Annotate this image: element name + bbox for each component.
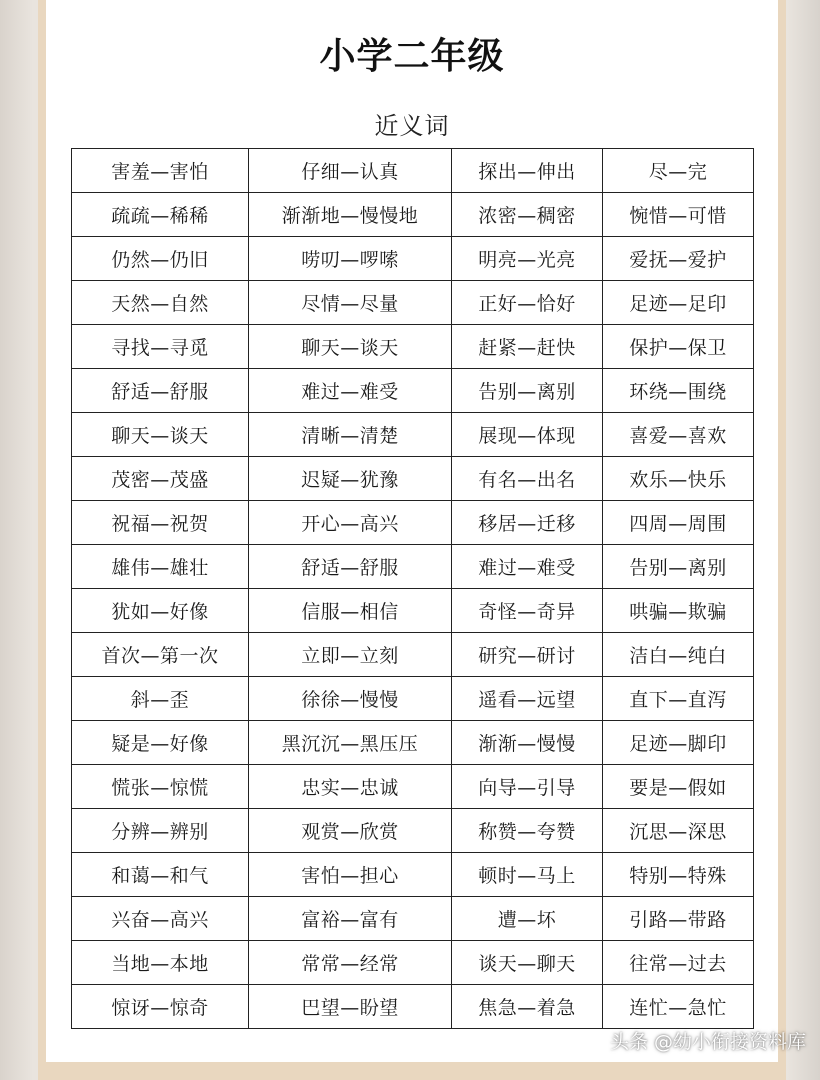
synonym-pair-cell: 要是—假如 bbox=[603, 765, 754, 809]
synonym-pair-cell: 观赏—欣赏 bbox=[249, 809, 452, 853]
synonym-pair-cell: 遭—坏 bbox=[452, 897, 603, 941]
table-row bbox=[72, 149, 754, 193]
table-row bbox=[72, 545, 754, 589]
synonym-pair-cell: 环绕—围绕 bbox=[603, 369, 754, 413]
synonym-pair-cell: 清晰—清楚 bbox=[249, 413, 452, 457]
synonym-pair-cell: 和蔼—和气 bbox=[72, 853, 249, 897]
synonym-pair-cell: 明亮—光亮 bbox=[452, 237, 603, 281]
synonym-pair-cell: 足迹—脚印 bbox=[603, 721, 754, 765]
synonym-pair-cell: 连忙—急忙 bbox=[603, 985, 754, 1029]
synonym-pair-cell: 引路—带路 bbox=[603, 897, 754, 941]
table-row bbox=[72, 941, 754, 985]
synonym-pair-cell: 探出—伸出 bbox=[452, 149, 603, 193]
synonym-pair-cell: 开心—高兴 bbox=[249, 501, 452, 545]
table-row bbox=[72, 985, 754, 1029]
synonym-pair-cell: 惋惜—可惜 bbox=[603, 193, 754, 237]
synonym-pair-cell: 徐徐—慢慢 bbox=[249, 677, 452, 721]
synonym-pair-cell: 难过—难受 bbox=[249, 369, 452, 413]
table-row bbox=[72, 853, 754, 897]
synonym-pair-cell: 巴望—盼望 bbox=[249, 985, 452, 1029]
synonym-pair-cell: 当地—本地 bbox=[72, 941, 249, 985]
synonym-pair-cell: 聊天—谈天 bbox=[72, 413, 249, 457]
synonym-pair-cell: 喜爱—喜欢 bbox=[603, 413, 754, 457]
synonym-pair-cell: 哄骗—欺骗 bbox=[603, 589, 754, 633]
page-subtitle: 近义词 bbox=[374, 112, 450, 140]
synonym-pair-cell: 尽—完 bbox=[603, 149, 754, 193]
synonym-pair-cell: 害羞—害怕 bbox=[72, 149, 249, 193]
table-row bbox=[72, 325, 754, 369]
table-row bbox=[72, 721, 754, 765]
synonym-pair-cell: 有名—出名 bbox=[452, 457, 603, 501]
table-row bbox=[72, 765, 754, 809]
table-row bbox=[72, 589, 754, 633]
table-row bbox=[72, 413, 754, 457]
synonym-pair-cell: 四周—周围 bbox=[603, 501, 754, 545]
synonym-pair-cell: 称赞—夸赞 bbox=[452, 809, 603, 853]
synonym-pair-cell: 慌张—惊慌 bbox=[72, 765, 249, 809]
synonym-pair-cell: 舒适—舒服 bbox=[249, 545, 452, 589]
synonym-pair-cell: 浓密—稠密 bbox=[452, 193, 603, 237]
synonym-pair-cell: 茂密—茂盛 bbox=[72, 457, 249, 501]
synonym-pair-cell: 焦急—着急 bbox=[452, 985, 603, 1029]
page-title: 小学二年级 bbox=[319, 36, 505, 77]
table-row bbox=[72, 633, 754, 677]
synonym-pair-cell: 寻找—寻觅 bbox=[72, 325, 249, 369]
synonym-pair-cell: 雄伟—雄壮 bbox=[72, 545, 249, 589]
synonym-pair-cell: 渐渐—慢慢 bbox=[452, 721, 603, 765]
synonym-pair-cell: 唠叨—啰嗦 bbox=[249, 237, 452, 281]
table-row bbox=[72, 281, 754, 325]
synonym-pair-cell: 仍然—仍旧 bbox=[72, 237, 249, 281]
synonym-pair-cell: 舒适—舒服 bbox=[72, 369, 249, 413]
synonym-pair-cell: 特别—特殊 bbox=[603, 853, 754, 897]
table-row bbox=[72, 193, 754, 237]
table-row bbox=[72, 237, 754, 281]
synonym-pair-cell: 告别—离别 bbox=[452, 369, 603, 413]
synonym-pair-cell: 斜—歪 bbox=[72, 677, 249, 721]
synonym-pair-cell: 聊天—谈天 bbox=[249, 325, 452, 369]
synonym-pair-cell: 惊讶—惊奇 bbox=[72, 985, 249, 1029]
synonym-pair-cell: 兴奋—高兴 bbox=[72, 897, 249, 941]
synonym-pair-cell: 仔细—认真 bbox=[249, 149, 452, 193]
synonym-pair-cell: 常常—经常 bbox=[249, 941, 452, 985]
synonym-pair-cell: 保护—保卫 bbox=[603, 325, 754, 369]
synonym-pair-cell: 正好—恰好 bbox=[452, 281, 603, 325]
synonym-pair-cell: 富裕—富有 bbox=[249, 897, 452, 941]
synonym-pair-cell: 遥看—远望 bbox=[452, 677, 603, 721]
synonym-pair-cell: 欢乐—快乐 bbox=[603, 457, 754, 501]
synonym-pair-cell: 足迹—足印 bbox=[603, 281, 754, 325]
synonym-pair-cell: 立即—立刻 bbox=[249, 633, 452, 677]
synonym-pair-cell: 疑是—好像 bbox=[72, 721, 249, 765]
synonym-pair-cell: 告别—离别 bbox=[603, 545, 754, 589]
synonym-pair-cell: 移居—迁移 bbox=[452, 501, 603, 545]
synonym-pair-cell: 分辨—辨别 bbox=[72, 809, 249, 853]
synonym-pair-cell: 爱抚—爱护 bbox=[603, 237, 754, 281]
synonym-pair-cell: 首次—第一次 bbox=[72, 633, 249, 677]
synonym-pair-cell: 展现—体现 bbox=[452, 413, 603, 457]
synonym-pair-cell: 黑沉沉—黑压压 bbox=[249, 721, 452, 765]
table-row bbox=[72, 501, 754, 545]
watermark: 头条 @幼小衔接资料库 bbox=[609, 1031, 806, 1053]
synonym-pair-cell: 祝福—祝贺 bbox=[72, 501, 249, 545]
synonym-pair-cell: 谈天—聊天 bbox=[452, 941, 603, 985]
synonym-pair-cell: 奇怪—奇异 bbox=[452, 589, 603, 633]
synonym-pair-cell: 往常—过去 bbox=[603, 941, 754, 985]
synonym-pair-cell: 疏疏—稀稀 bbox=[72, 193, 249, 237]
synonym-pair-cell: 害怕—担心 bbox=[249, 853, 452, 897]
synonym-pair-cell: 信服—相信 bbox=[249, 589, 452, 633]
synonym-pair-cell: 洁白—纯白 bbox=[603, 633, 754, 677]
synonym-pair-cell: 渐渐地—慢慢地 bbox=[249, 193, 452, 237]
table-row bbox=[72, 897, 754, 941]
synonym-pair-cell: 沉思—深思 bbox=[603, 809, 754, 853]
synonym-pair-cell: 天然—自然 bbox=[72, 281, 249, 325]
synonym-pair-cell: 迟疑—犹豫 bbox=[249, 457, 452, 501]
synonym-pair-cell: 犹如—好像 bbox=[72, 589, 249, 633]
synonym-table bbox=[71, 148, 754, 1029]
table-row bbox=[72, 809, 754, 853]
synonym-pair-cell: 向导—引导 bbox=[452, 765, 603, 809]
table-row bbox=[72, 369, 754, 413]
synonym-pair-cell: 研究—研讨 bbox=[452, 633, 603, 677]
table-row bbox=[72, 677, 754, 721]
synonym-pair-cell: 忠实—忠诚 bbox=[249, 765, 452, 809]
synonym-pair-cell: 尽情—尽量 bbox=[249, 281, 452, 325]
synonym-pair-cell: 难过—难受 bbox=[452, 545, 603, 589]
synonym-pair-cell: 直下—直泻 bbox=[603, 677, 754, 721]
synonym-pair-cell: 顿时—马上 bbox=[452, 853, 603, 897]
synonym-pair-cell: 赶紧—赶快 bbox=[452, 325, 603, 369]
synonym-table-body bbox=[72, 149, 754, 1029]
table-row bbox=[72, 457, 754, 501]
